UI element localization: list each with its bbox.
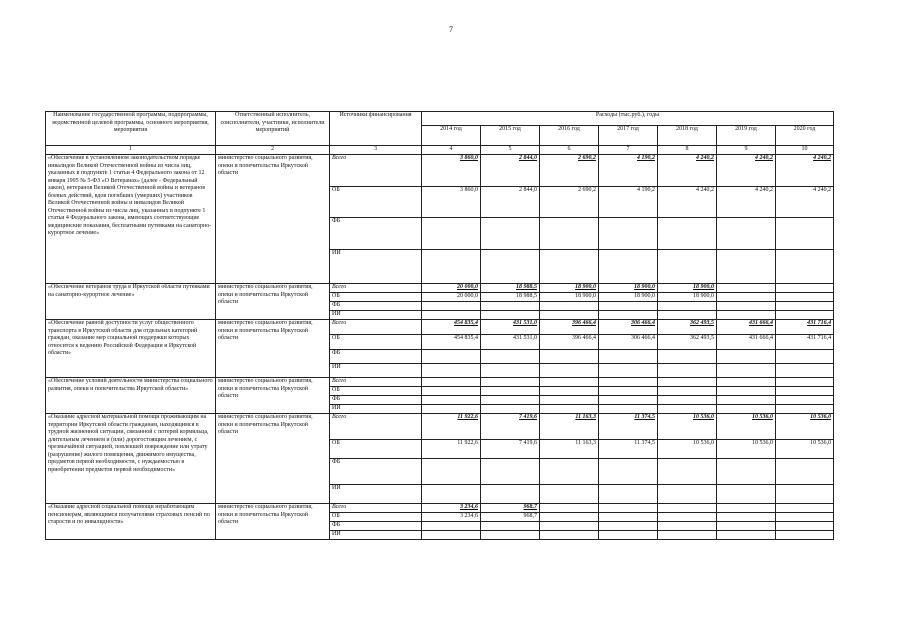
expense-value <box>658 459 717 485</box>
expense-value <box>540 531 599 540</box>
expense-value <box>599 218 658 250</box>
expense-value <box>481 459 540 485</box>
expense-value <box>481 485 540 504</box>
expense-value: 431 531,0 <box>481 335 540 350</box>
expense-value <box>599 396 658 405</box>
header-executor: Ответственный исполнитель, соисполнители, участники, исполнители мероприятий <box>216 112 330 146</box>
expense-value <box>658 405 717 414</box>
expense-value <box>422 250 481 284</box>
expense-value <box>599 405 658 414</box>
expense-value: 396 466,4 <box>540 320 599 335</box>
expense-value <box>658 302 717 311</box>
expense-value: 18 988,5 <box>481 293 540 302</box>
expense-value: 4 240,2 <box>776 187 834 218</box>
header-year: 2017 год <box>599 126 658 146</box>
table-row <box>46 378 834 387</box>
expense-value: 2 844,0 <box>481 187 540 218</box>
expense-value <box>658 364 717 378</box>
header-source: Источники финансирования <box>330 112 422 146</box>
expense-value <box>776 284 834 293</box>
expense-value <box>422 459 481 485</box>
expense-value: 306 466,4 <box>599 335 658 350</box>
program-name: «Обеспечение равной доступности услуг общественного транспорта в Иркутской области для отдельных категорий граждан, оказание мер социальной поддержки которых относится к ведению Российской Федерации и Иркутской области» <box>46 320 216 378</box>
header-year: 2018 год <box>658 126 717 146</box>
expense-value: 4 240,2 <box>776 155 834 187</box>
expense-value <box>776 218 834 250</box>
expense-value: 10 536,0 <box>717 440 776 459</box>
expense-value <box>540 485 599 504</box>
expense-value <box>422 531 481 540</box>
program-name: «Обеспечение в установленном законодательством порядке инвалидов Великой Отечественной войны из числа лиц, указанных в подпункте 1 статьи 4 Федерального закона от 12 января 1995 № 5-ФЗ «О Ветеранах» (далее - Федеральный закон), ветеранов Великой Отечественной войны и ветеранов боевых действий, вдов погибших (умерших) участников Великой Отечественной войны и инвалидов Великой Отечественной войны из числа лиц, указанных в подпункте 1 статьи 4 Федерального закона, имеющих соответствующие медицинские показания, бесплатными путевками на санаторно-курортное лечение» <box>46 155 216 284</box>
header-year: 2015 год <box>481 126 540 146</box>
expense-value <box>599 364 658 378</box>
expense-value <box>422 218 481 250</box>
expense-value <box>481 387 540 396</box>
expense-value <box>658 311 717 320</box>
expense-value <box>422 405 481 414</box>
expense-value <box>422 302 481 311</box>
executor: министерство социального развития, опеки и попечительства Иркутской области <box>216 155 330 284</box>
executor: министерство социального развития, опеки и попечительства Иркутской области <box>216 504 330 540</box>
expense-value <box>599 378 658 387</box>
expense-value: 11 374,5 <box>599 440 658 459</box>
expense-value: 4 240,2 <box>717 155 776 187</box>
funding-source: ИИ <box>330 250 422 284</box>
expense-value <box>481 396 540 405</box>
expense-value: 4 240,2 <box>658 155 717 187</box>
expense-value <box>422 378 481 387</box>
column-number: 6 <box>540 146 599 155</box>
expense-value: 7 419,6 <box>481 414 540 440</box>
expense-value: 454 835,4 <box>422 335 481 350</box>
executor: министерство социального развития, опеки и попечительства Иркутской области <box>216 414 330 504</box>
expense-value: 18 900,0 <box>658 284 717 293</box>
expense-value <box>540 504 599 513</box>
funding-source: ИИ <box>330 364 422 378</box>
expense-value: 454 835,4 <box>422 320 481 335</box>
header-year: 2019 год <box>717 126 776 146</box>
expense-value: 10 536,0 <box>776 440 834 459</box>
expense-value: 10 536,0 <box>658 414 717 440</box>
expense-value <box>599 504 658 513</box>
funding-source: ФБ <box>330 350 422 364</box>
expense-value: 18 988,5 <box>481 284 540 293</box>
program-name: «Оказание адресной материальной помощи проживающим на территории Иркутской области гражданам, находящимся в трудной жизненной ситуации, связанной с потерей кормильца, длительным лечением и (или) дорогостоящим лечением, с чрезвычайной ситуацией, повлекшей повреждение или утрату (разрушение) жилого помещения, движимого имущества, предметов первой необходимости, с нуждаемостью в приобретении предметов первой необходимости» <box>46 414 216 504</box>
expense-value: 2 690,2 <box>540 187 599 218</box>
funding-source: ОБ <box>330 387 422 396</box>
funding-source: ОБ <box>330 293 422 302</box>
expense-value: 7 419,6 <box>481 440 540 459</box>
column-number: 9 <box>717 146 776 155</box>
expense-value: 4 240,2 <box>717 187 776 218</box>
expense-value <box>717 378 776 387</box>
page-number: 7 <box>449 25 453 34</box>
expense-value <box>776 513 834 522</box>
header-year: 2016 год <box>540 126 599 146</box>
expense-value <box>599 531 658 540</box>
expense-value: 18 900,0 <box>599 293 658 302</box>
expense-value: 20 000,0 <box>422 293 481 302</box>
executor: министерство социального развития, опеки и попечительства Иркутской области <box>216 320 330 378</box>
funding-source: Всего <box>330 284 422 293</box>
expense-value <box>481 218 540 250</box>
expense-value <box>481 311 540 320</box>
expense-value <box>717 504 776 513</box>
column-number: 2 <box>216 146 330 155</box>
expense-value: 10 536,0 <box>658 440 717 459</box>
expense-value <box>717 485 776 504</box>
column-number: 1 <box>46 146 216 155</box>
header-year: 2014 год <box>422 126 481 146</box>
table-row <box>46 504 834 513</box>
expense-value <box>717 250 776 284</box>
expense-value <box>776 250 834 284</box>
funding-source: ФБ <box>330 522 422 531</box>
expense-value <box>717 522 776 531</box>
expense-value: 362 493,5 <box>658 320 717 335</box>
expense-value <box>540 302 599 311</box>
expense-value <box>599 459 658 485</box>
expense-value: 18 900,0 <box>540 293 599 302</box>
expense-value <box>776 311 834 320</box>
expense-value <box>540 350 599 364</box>
funding-source: ИИ <box>330 531 422 540</box>
expense-value <box>599 311 658 320</box>
expense-value <box>481 302 540 311</box>
expense-value: 11 922,6 <box>422 440 481 459</box>
expense-value: 4 190,2 <box>599 187 658 218</box>
expense-value <box>717 513 776 522</box>
expense-value <box>776 302 834 311</box>
column-number: 4 <box>422 146 481 155</box>
expense-value <box>422 396 481 405</box>
expense-value <box>481 405 540 414</box>
expense-value <box>540 250 599 284</box>
expense-value <box>658 531 717 540</box>
expense-value <box>481 522 540 531</box>
expense-value <box>717 364 776 378</box>
expense-value <box>422 364 481 378</box>
expense-value <box>599 513 658 522</box>
expense-value <box>658 250 717 284</box>
expense-value: 4 190,2 <box>599 155 658 187</box>
funding-source: Всего <box>330 414 422 440</box>
expense-value <box>540 218 599 250</box>
expense-value <box>776 522 834 531</box>
expense-value <box>717 284 776 293</box>
expense-value <box>540 459 599 485</box>
expense-value <box>717 218 776 250</box>
table-row <box>46 284 834 293</box>
table-row <box>46 414 834 440</box>
expense-value: 4 240,2 <box>658 187 717 218</box>
expense-value <box>540 387 599 396</box>
expense-value <box>717 531 776 540</box>
expense-value: 11 163,3 <box>540 414 599 440</box>
expense-value: 3 860,0 <box>422 187 481 218</box>
expense-value: 431 716,4 <box>776 335 834 350</box>
expense-value <box>540 405 599 414</box>
header-year: 2020 год <box>776 126 834 146</box>
expense-value <box>540 522 599 531</box>
header-program: Наименование государственной программы, подпрограммы, ведомственной целевой программы, основного мероприятия, мероприятия <box>46 112 216 146</box>
funding-source: ФБ <box>330 302 422 311</box>
expense-value <box>658 396 717 405</box>
expense-value: 20 000,0 <box>422 284 481 293</box>
expense-value <box>776 396 834 405</box>
table-row <box>46 320 834 335</box>
expense-value <box>776 378 834 387</box>
expense-value: 11 374,5 <box>599 414 658 440</box>
expense-value <box>658 350 717 364</box>
expense-value <box>658 485 717 504</box>
expense-value <box>422 485 481 504</box>
expense-value: 18 900,0 <box>658 293 717 302</box>
program-name: «Обеспечение условий деятельности министерства социального развития, опеки и попечительства Иркутской области» <box>46 378 216 414</box>
column-number: 3 <box>330 146 422 155</box>
expense-value: 10 536,0 <box>717 414 776 440</box>
expense-value <box>422 350 481 364</box>
expense-value <box>540 513 599 522</box>
funding-source: ИИ <box>330 311 422 320</box>
expense-value: 3 860,0 <box>422 155 481 187</box>
expense-value: 968,7 <box>481 504 540 513</box>
funding-source: ИИ <box>330 405 422 414</box>
expense-value: 431 666,4 <box>717 335 776 350</box>
budget-table <box>45 111 834 540</box>
expense-value <box>717 396 776 405</box>
expense-value <box>599 522 658 531</box>
expense-value <box>540 311 599 320</box>
expense-value <box>776 504 834 513</box>
expense-value <box>422 522 481 531</box>
column-number: 5 <box>481 146 540 155</box>
funding-source: Всего <box>330 155 422 187</box>
expense-value <box>599 350 658 364</box>
expense-value <box>776 364 834 378</box>
funding-source: ФБ <box>330 218 422 250</box>
expense-value <box>776 485 834 504</box>
column-number: 8 <box>658 146 717 155</box>
expense-value <box>658 504 717 513</box>
expense-value <box>776 387 834 396</box>
column-number: 10 <box>776 146 834 155</box>
executor: министерство социального развития, опеки и попечительства Иркутской области <box>216 284 330 320</box>
expense-value <box>481 350 540 364</box>
expense-value <box>599 485 658 504</box>
executor: министерство социального развития, опеки и попечительства Иркутской области <box>216 378 330 414</box>
expense-value: 431 666,4 <box>717 320 776 335</box>
expense-value: 396 466,4 <box>540 335 599 350</box>
expense-value: 431 531,0 <box>481 320 540 335</box>
expense-value <box>422 387 481 396</box>
expense-value <box>540 378 599 387</box>
expense-value <box>776 531 834 540</box>
table-row <box>46 155 834 187</box>
expense-value <box>540 396 599 405</box>
expense-value <box>658 513 717 522</box>
header-expenses: Расходы (тыс.руб.), годы <box>422 112 834 126</box>
expense-value: 3 234,6 <box>422 504 481 513</box>
expense-value <box>776 405 834 414</box>
expense-value <box>658 218 717 250</box>
funding-source: ФБ <box>330 396 422 405</box>
expense-value <box>717 387 776 396</box>
expense-value <box>540 364 599 378</box>
expense-value: 2 690,2 <box>540 155 599 187</box>
program-name: «Обеспечение ветеранов труда в Иркутской области путевками на санаторно-курортное лечение» <box>46 284 216 320</box>
expense-value: 18 900,0 <box>540 284 599 293</box>
table-body <box>46 155 834 540</box>
expense-value <box>717 459 776 485</box>
expense-value <box>658 378 717 387</box>
expense-value <box>717 302 776 311</box>
expense-value: 306 466,4 <box>599 320 658 335</box>
expense-value <box>717 311 776 320</box>
funding-source: ОБ <box>330 440 422 459</box>
expense-value <box>599 250 658 284</box>
expense-value <box>776 350 834 364</box>
expense-value: 431 716,4 <box>776 320 834 335</box>
expense-value: 18 900,0 <box>599 284 658 293</box>
column-number: 7 <box>599 146 658 155</box>
funding-source: ИИ <box>330 485 422 504</box>
expense-value: 11 163,3 <box>540 440 599 459</box>
expense-value: 968,7 <box>481 513 540 522</box>
funding-source: ОБ <box>330 513 422 522</box>
funding-source: Всего <box>330 504 422 513</box>
expense-value <box>776 293 834 302</box>
expense-value <box>481 250 540 284</box>
funding-source: ФБ <box>330 459 422 485</box>
expense-value <box>717 350 776 364</box>
expense-value: 10 536,0 <box>776 414 834 440</box>
expense-value: 362 493,5 <box>658 335 717 350</box>
expense-value: 11 922,6 <box>422 414 481 440</box>
funding-source: Всего <box>330 378 422 387</box>
expense-value <box>422 311 481 320</box>
expense-value <box>481 378 540 387</box>
expense-value <box>481 531 540 540</box>
expense-value <box>599 302 658 311</box>
expense-value <box>776 459 834 485</box>
expense-value: 2 844,0 <box>481 155 540 187</box>
expense-value <box>599 387 658 396</box>
expense-value <box>717 405 776 414</box>
program-name: «Оказание адресной социальной помощи неработающим пенсионерам, являющимся получателями страховых пенсий по старости и по инвалидности» <box>46 504 216 540</box>
expense-value <box>658 522 717 531</box>
expense-value <box>658 387 717 396</box>
funding-source: Всего <box>330 320 422 335</box>
funding-source: ОБ <box>330 187 422 218</box>
expense-value: 3 234,6 <box>422 513 481 522</box>
funding-source: ОБ <box>330 335 422 350</box>
expense-value <box>717 293 776 302</box>
expense-value <box>481 364 540 378</box>
